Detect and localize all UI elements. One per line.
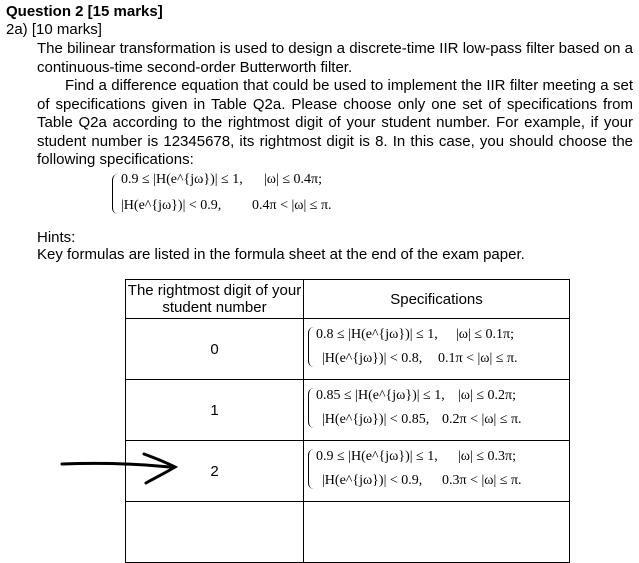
spec-line2-cond: 0.1π < |ω| ≤ π. [438,351,518,366]
spec-line2-cond: 0.3π < |ω| ≤ π. [442,473,522,488]
spec-line1-cond: |ω| ≤ 0.1π; [456,327,514,342]
hints-text: Key formulas are listed in the formula sheet at the end of the exam paper. [37,246,525,263]
example-line1-cond: |ω| ≤ 0.4π; [264,172,322,187]
table-row [126,380,570,441]
brace [308,327,315,367]
digit-cell [126,502,304,563]
example-line2: |H(e^{jω})| < 0.9, [121,198,222,213]
question-title: Question 2 [15 marks] [6,3,163,20]
spec-cell [304,319,570,380]
spec-line2: |H(e^{jω})| < 0.9, [322,473,423,488]
brace [308,388,315,428]
hand-drawn-arrow-icon [60,448,185,488]
spec-line1-cond: |ω| ≤ 0.3π; [458,449,516,464]
table-row [126,441,570,502]
brace [308,449,315,489]
spec-line2-cond: 0.2π < |ω| ≤ π. [442,412,522,427]
spec-line1-cond: |ω| ≤ 0.2π; [458,388,516,403]
spec-cell [304,502,570,563]
spec-line1: 0.8 ≤ |H(e^{jω})| ≤ 1, [316,327,438,342]
table-header-row [126,280,570,319]
example-line1: 0.9 ≤ |H(e^{jω})| ≤ 1, [121,172,243,187]
spec-line1: 0.85 ≤ |H(e^{jω})| ≤ 1, [316,388,445,403]
instruction-paragraph: Find a difference equation that could be used to implement the IIR filter meeting a set of specifications given in Table Q2a. Please choose only one set of specifications from Table Q2a according to the rightmost digit of your student number. For example, if your student number is 12345678, its rightmost digit is 8. In this case, you should choose the following specifications: [37,77,633,168]
header-spec: Specifications [304,280,570,319]
spec-line1: 0.9 ≤ |H(e^{jω})| ≤ 1, [316,449,438,464]
hints-title: Hints: [37,229,76,246]
brace [112,174,119,214]
spec-table [125,279,570,563]
spec-line2: |H(e^{jω})| < 0.8, [322,351,423,366]
example-line2-cond: 0.4π < |ω| ≤ π. [252,198,332,213]
spec-cell [304,441,570,502]
part-label: 2a) [10 marks] [6,21,102,38]
intro-paragraph: The bilinear transformation is used to design a discrete-time IIR low-pass filter based on a continuous-time second-order Butterworth filter. [37,40,633,76]
table-row [126,502,570,563]
digit-cell: 1 [126,380,304,441]
table-row [126,319,570,380]
spec-cell [304,380,570,441]
digit-cell: 0 [126,319,304,380]
spec-line2: |H(e^{jω})| < 0.85, [322,412,430,427]
header-digit: The rightmost digit of your student number [126,280,304,319]
digit-cell: 2 [126,441,304,502]
